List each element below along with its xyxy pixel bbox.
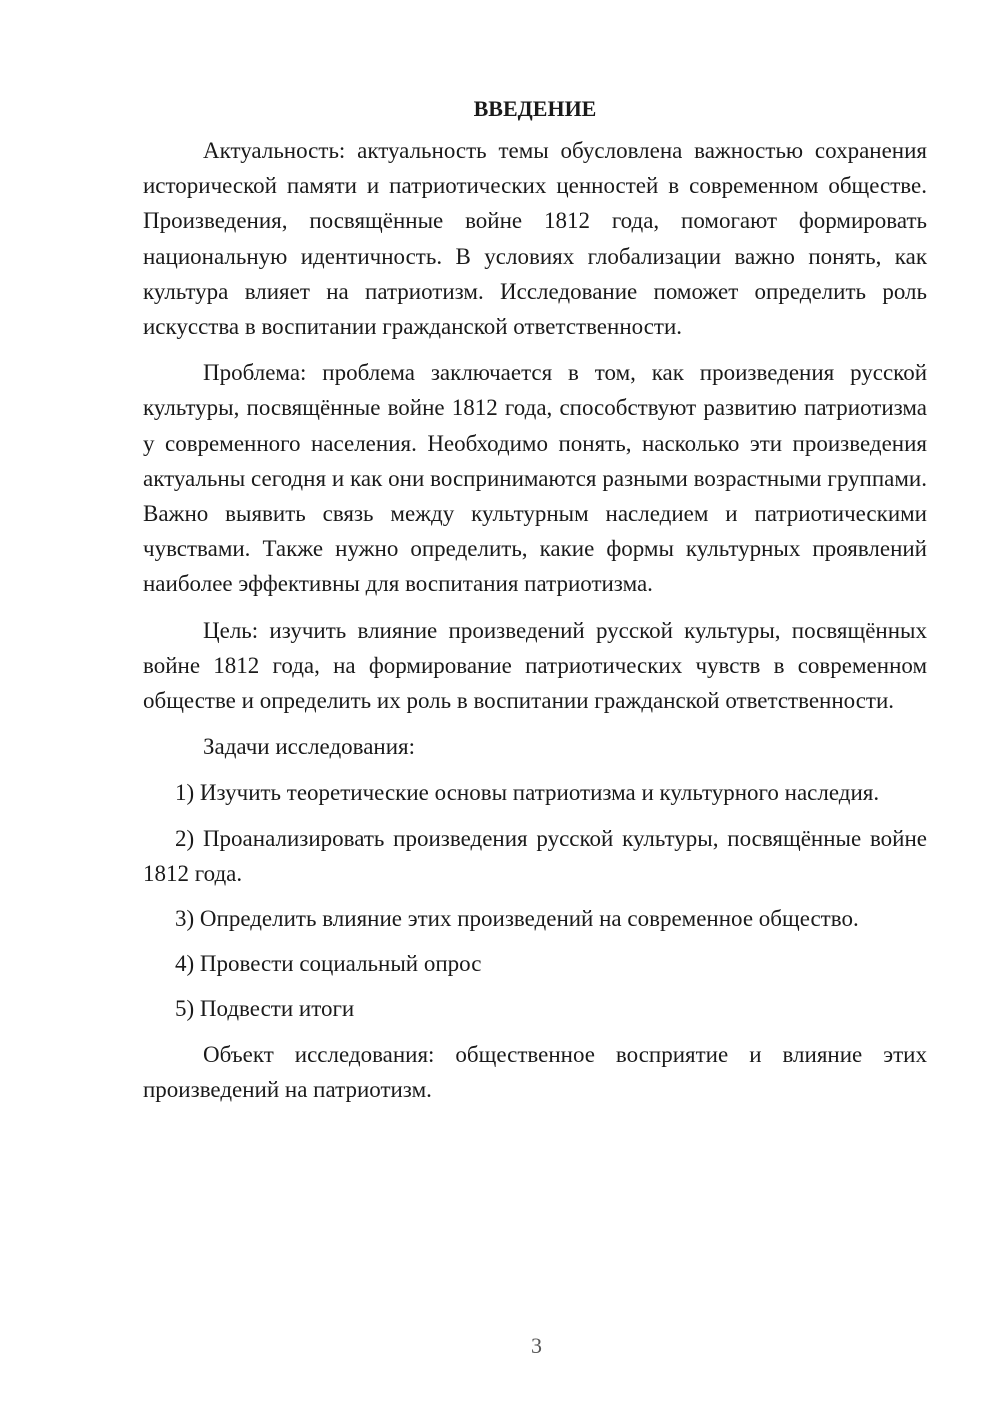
page-title: ВВЕДЕНИЕ [473,96,597,121]
page-number: 3 [531,1333,542,1358]
task-item-2: 2) Проанализировать произведения русской культуры, посвящённые войне 1812 года. [143,825,927,886]
task-item-4: 4) Провести социальный опрос [175,951,482,977]
paragraph-object: Объект исследования: общественное восприятие и влияние этих произведений на патриотизм. [143,1041,927,1102]
task-item-1: 1) Изучить теоретические основы патриотизма и культурного наследия. [175,780,880,806]
task-item-5: 5) Подвести итоги [175,996,355,1022]
document-page [143,92,927,1118]
tasks-heading: Задачи исследования: [203,734,416,760]
task-item-3: 3) Определить влияние этих произведений на современное общество. [175,906,859,932]
paragraph-relevance: Актуальность: актуальность темы обусловлена важностью сохранения исторической памяти и патриотических ценностей в современном обществе. Произведения, посвящённые войне 1812 года, помогают формировать национальную идентичность. В условиях глобализации важно понять, как культура влияет на патриотизм. Исследование поможет определить роль искусства в воспитании гражданской ответственности. [143,138,927,340]
paragraph-problem: Проблема: проблема заключается в том, как произведения русской культуры, посвящённые войне 1812 года, способствуют развитию патриотизма у современного населения. Необходимо понять, насколько эти произведения актуальны сегодня и как они воспринимаются разными возрастными группами. Важно выявить связь между культурным наследием и патриотическими чувствами. Также нужно определить, какие формы культурных проявлений наиболее эффективны для воспитания патриотизма. [143,360,927,597]
paragraph-goal: Цель: изучить влияние произведений русской культуры, посвящённых войне 1812 года, на формирование патриотических чувств в современном обществе и определить их роль в воспитании гражданской ответственности. [143,617,927,714]
